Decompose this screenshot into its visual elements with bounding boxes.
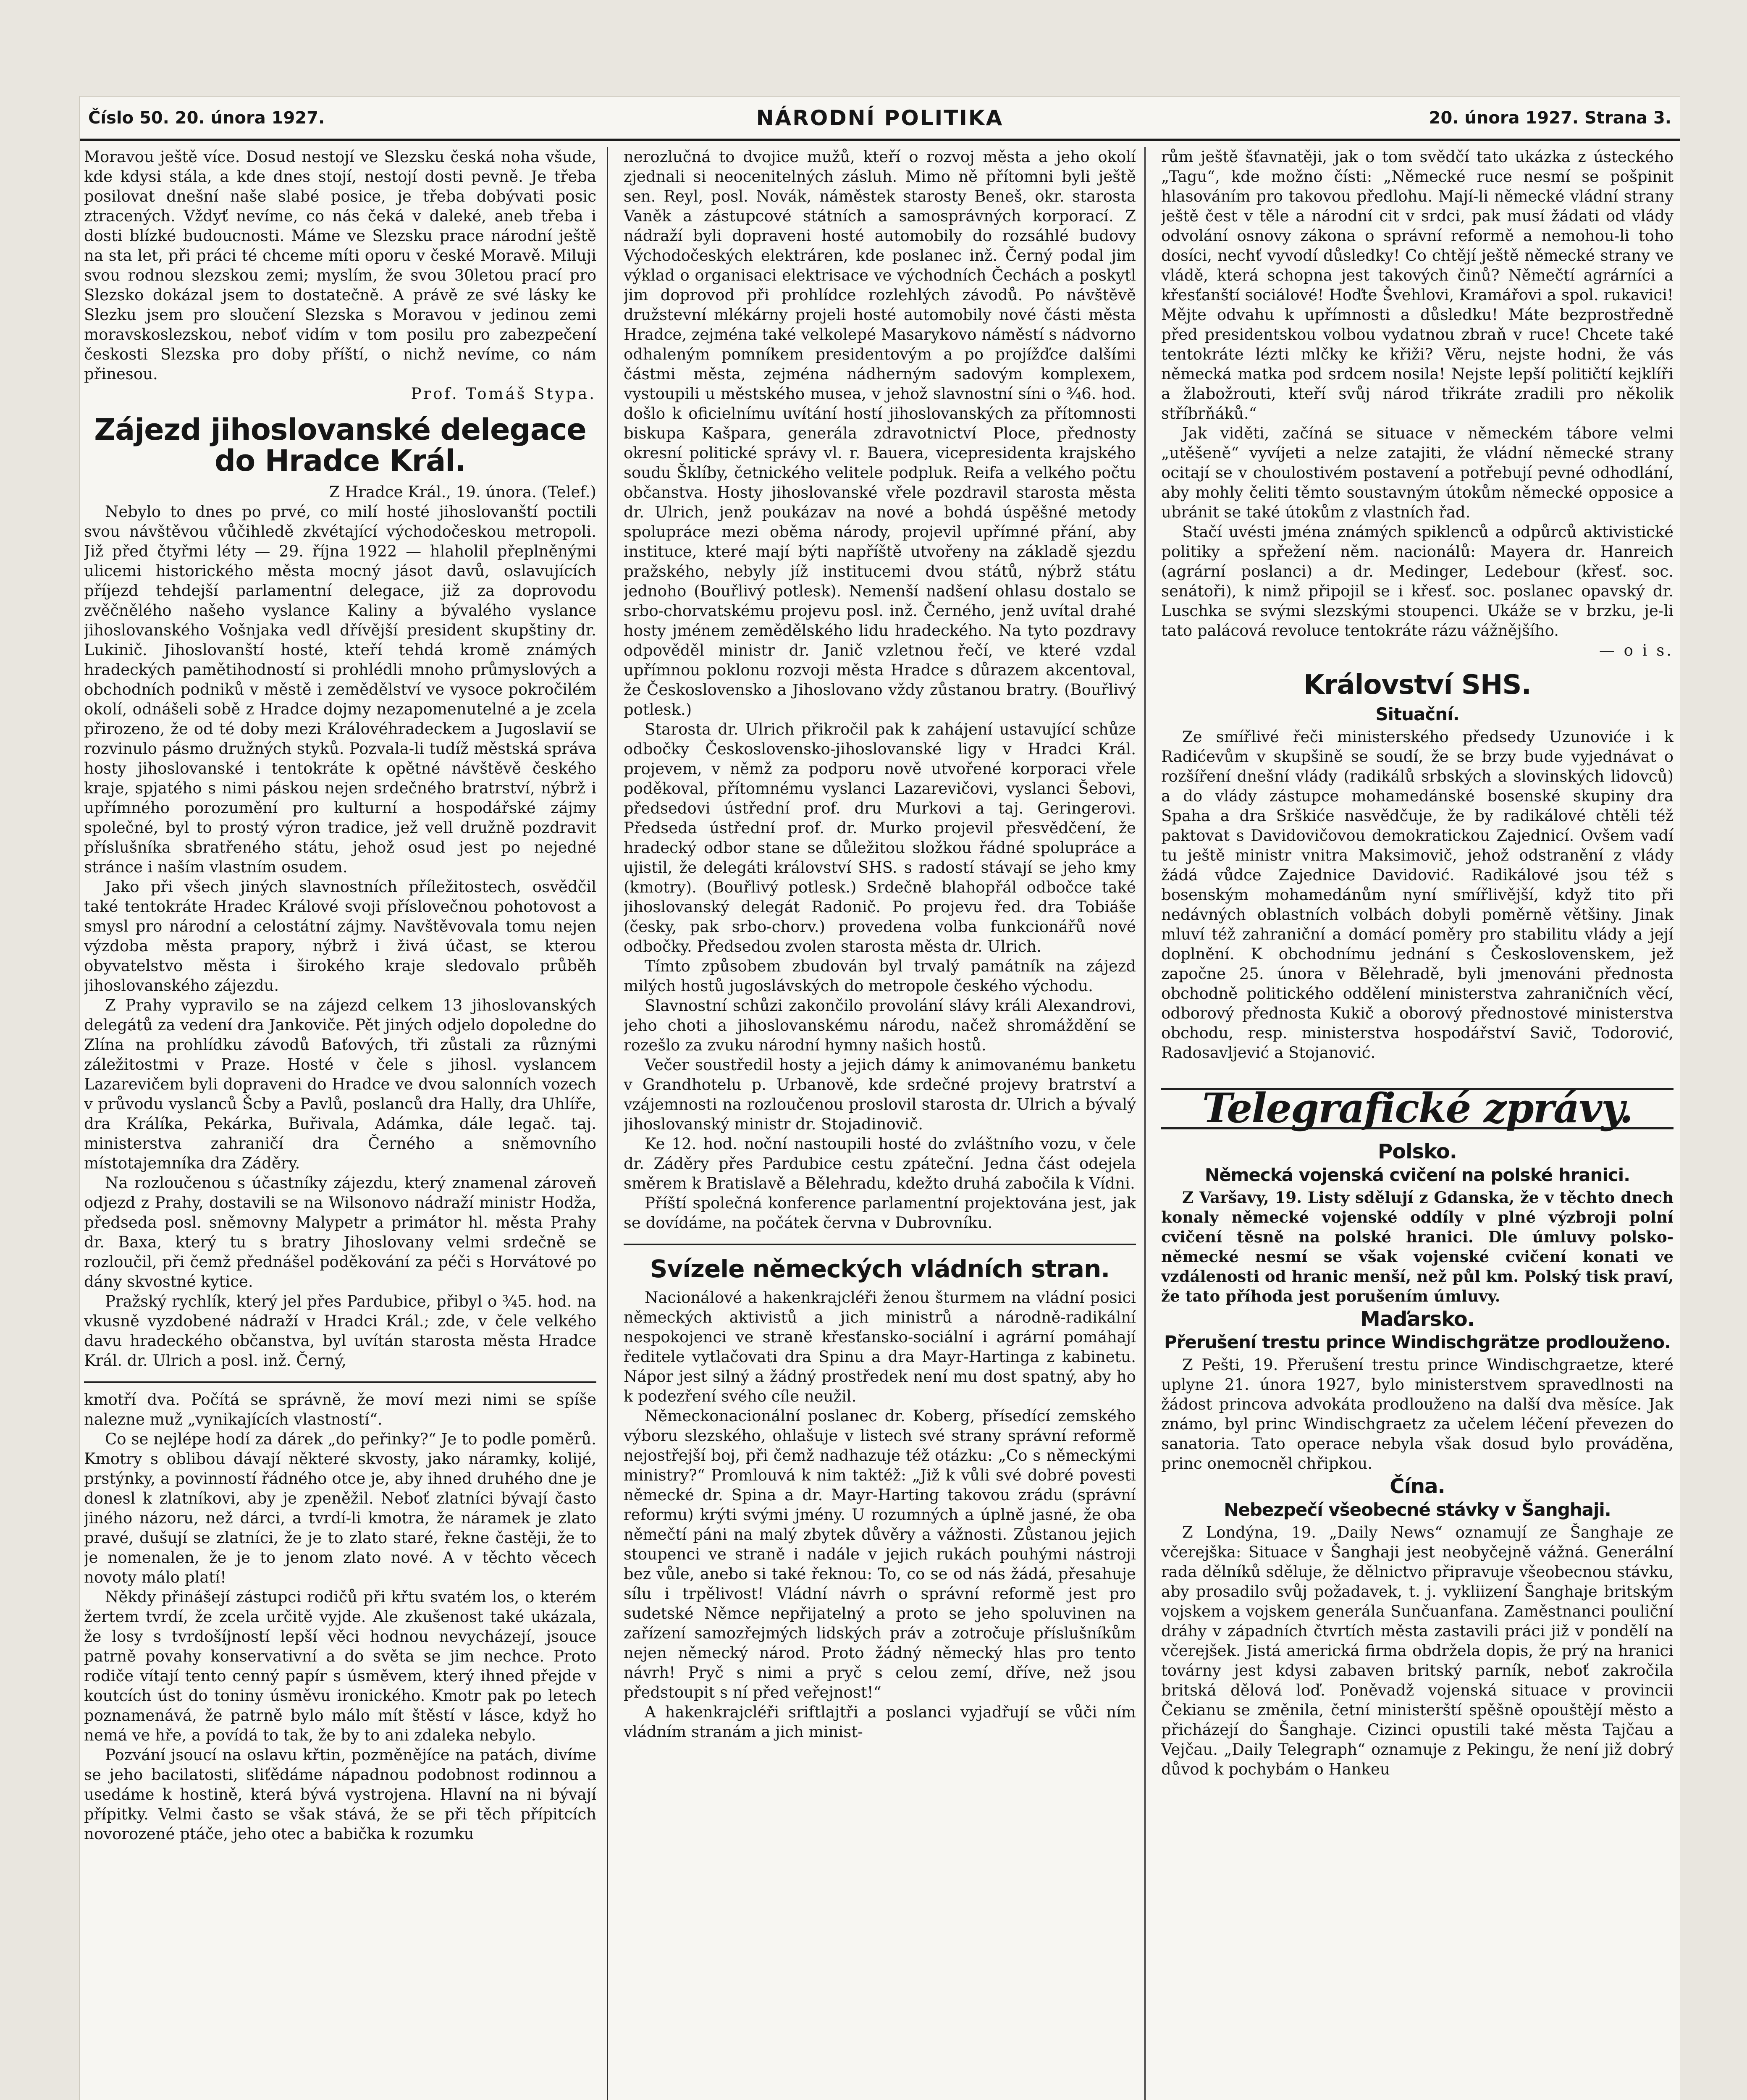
news-headline: Přerušení trestu prince Windischgrätze prodlouženo. (1164, 1332, 1671, 1353)
paragraph: Pozvání jsoucí na oslavu křtin, pozměnějíce na patách, divíme se jeho bacilatosti, sliťědáme nápadnou podobnost rodinnou a usedáme k hostině, která bývá vystrojena. Hlavní na ni bývají přípitky. Velmi často se však stává, že se při těch přípitcích novorozené ptáče, jeho otec a babička k rozumku (84, 1746, 596, 1843)
paragraph: Z Prahy vypravilo se na zájezd celkem 13 jihoslovanských delegátů za vedení dra Jankoviče. Pět jiných odjelo dopoledne do Zlína na prohlídku závodů Baťových, tři zůstali za různými záležitostmi v Praze. Hosté v čele s jihosl. vyslancem Lazarevičem byli dopraveni do Hradce ve dvou salonních vozech v průvodu vyslanců Šcby a Pavlů, poslanců dra Hally, dra Uhlíře, dra Králíka, Pekárka, Buřivala, Adámka, dále legač. taj. ministerstva zahraničí dra Černého a sněmovního místotajemníka dra Záděry. (84, 996, 596, 1172)
headline-shs: Království SHS. (1304, 669, 1531, 701)
paragraph: Večer soustředil hosty a jejich dámy k animovanému banketu v Grandhotelu p. Urbanově, kde srdečné projevy bratrství a vzájemnosti na rozloučenou proslovil starosta dr. Ulrich a bývalý jihoslovanský ministr dr. Stojadinovič. (624, 1056, 1136, 1133)
paragraph: Stačí uvésti jména známých spiklenců a odpůrců aktivistické politiky a spřežení něm. nacionálů: Mayera dr. Hanreich (agrární poslanci) a dr. Medinger, Ledebour (křesť. soc. senátoři), k nimž připojil se i křesť. soc. poslanec opavský dr. Luschka se svými slezskými stoupenci. Ukáže se v brzku, je-li tato palácová revoluce tentokráte rázu vážnějšího. (1161, 523, 1674, 640)
paragraph: rům ještě šťavnatěji, jak o tom svědčí tato ukázka z ústeckého „Tagu“, kde možno čísti: „Německé ruce nesmí se pošpinit hlasováním pro takovou předlohu. Mají-li německé vládní strany ještě čest v těle a národní cit v srdci, pak musí žádati od vlády odvolání osnovy zákona o správní reformě a nemohou-li toho dosíci, nechť vyvodí důsledky! Co chtějí ještě německé strany ve vládě, která schopna jest takových činů? Němečtí agrárníci a křesťanští sociálové! Hoďte Švehlovi, Kramářovi a spol. rukavici! Mějte odvahu k upřímnosti a důsledku! Máte bezprostředně před presidentskou volbou vydatnou zbraň v ruce! Chcete také tentokráte lézti mlčky ke křiži? Věru, nejste hodni, že vás německá matka pod srdcem nosila! Nejste lepší političtí kejklíři a žlabožrouti, kteří svůj národ třikráte zradili pro několik stříbrňáků.“ (1161, 148, 1674, 423)
newspaper-title: NÁRODNÍ POLITIKA (756, 106, 1004, 130)
section-divider (84, 1381, 596, 1383)
headline-zajezd: Zájezd jihoslovanské delegace do Hradce Král. (94, 412, 586, 478)
paragraph: Příští společná konference parlamentní projektována jest, jak se dovídáme, na počátek června v Dubrovníku. (624, 1194, 1136, 1232)
news-item: Z Pešti, 19. Přerušení trestu prince Windischgraetze, které uplyne 21. února 1927, bylo ministerstvem spravedlnosti na žádost princova advokáta prodlouženo na další dva měsíce. Jak známo, byl princ Windischgraetz za učelem léčení převezen do sanatoria. Tato operace nebyla však dosud bylo prováděna, princ onemocněl chřipkou. (1161, 1356, 1674, 1473)
column-3 (1161, 147, 1674, 2100)
news-item: Z Varšavy, 19. Listy sdělují z Gdanska, že v těchto dnech konaly německé vojenské oddíly v plné výzbroji polní cvičení těsně na polské hranici. Dle úmluvy polsko-německé nesmí se však vojenské cvičení konati ve vzdálenosti od hranic menší, než půl km. Polský tisk praví, že tato příhoda jest porušením úmluvy. (1161, 1188, 1674, 1305)
headline-svizele: Svízele německých vládních stran. (650, 1255, 1110, 1283)
news-headline: Německá vojenská cvičení na polské hranici. (1204, 1164, 1630, 1185)
masthead-bar (80, 97, 1680, 141)
paragraph: Nacionálové a hakenkrajcléři ženou šturmem na vládní posici německých aktivistů a jich ministrů a národně-radikální nespokojenci ve straně křesťansko-sociální i agrární pomáhají ředitele vytlačovati dra Spinu a dra Mayr-Hartinga z kabinetu. Nápor jest silný a žádný prostředek není mu dost spatný, aby ho k podezření svého cíle neužil. (624, 1288, 1136, 1405)
column-1 (84, 147, 596, 2100)
paragraph: Na rozloučenou s účastníky zájezdu, který znamenal zároveň odjezd z Prahy, dostavili se na Wilsonovo nádraží ministr Hodža, předseda posl. sněmovny Malypetr a primátor hl. města Prahy dr. Baxa, který tu s bratry Jihoslovany velmi srdečně se rozloučil, při čemž přednášel poděkování za péči s Horvátové po dány skvostné kytice. (84, 1174, 596, 1291)
news-item: Z Londýna, 19. „Daily News“ oznamují ze Šanghaje ze včerejška: Situace v Šanghaji jest neobyčejně vážná. Generální rada dělníků sděluje, že dělnictvo připravuje všeobecnou stávku, aby prosadilo svůj požadavek, t. j. vykliizení Šanghaje britským vojskem a vojskem generála Sunčuanfana. Zaměstnanci pouliční dráhy v západních čtvrtích města zastavili práci již v pondělí na včerejšek. Jistá americká firma obdržela dopis, že prý na hranici továrny jest kdysi zabaven britský parník, neboť zakročila britská dělová loď. Poněvadž vojenská situace v provincii Čekianu se změnila, četní ministerští spěšně opouštějí město a přicházejí do Šanghaje. Cizinci opustili také města Tajčau a Vejčau. „Daily Telegraph“ oznamuje z Pekingu, že není již dobrý důvod k pochybám o Hankeu (1161, 1523, 1674, 1778)
paragraph: Co se nejlépe hodí za dárek „do peřinky?“ Je to podle poměrů. Kmotry s oblibou dávají některé skvosty, jako náramky, kolijé, prstýnky, a povinností řádného otce je, aby ihned druhého dne je donesl k zlatníkovi, aby je zpeněžil. Neboť zlatníci bývají často jiného názoru, než dárci, a tvrdí-li kmotra, že náramek je zlato pravé, dušují se zlatníci, že je to zlato staré, řekne častěji, že to je nomenalen, že je to jenom zlato nové. A v těchto věcech novoty málo platí! (84, 1430, 596, 1586)
paragraph: Německonacionální poslanec dr. Koberg, přísedící zemského výboru slezského, ohlašuje v listech své strany správní reformě nejostřejší boj, při čemž nadhazuje též otázku: „Co s německými ministry?“ Promlouvá k nim taktéž: „Již k vůli své dobré povesti německé dr. Spina a dr. Mayr-Harting takovou zrádu (správní reformu) krýti svými jmény. U rozumných a úplně jasné, že oba němečtí páni na malý zbytek důvěry a vážnosti. Zůstanou jejich stoupenci ve straně i nadále v jejich rukách pouhými nástroji bez vůle, anebo si také řeknou: To, co se od nás žádá, přesahuje sílu i trpělivost! Vládní návrh o správní reformě jest pro sudetské Němce nepřijatelný a proto se jeho spoluvinen na zařízení samozřejmých lidských práv a zotročuje příslušníkům nejen německý národ. Proto žádný německý hlas pro tento návrh! Pryč s nimi a pryč s celou zemí, dříve, než jsou předstoupit s ní před veřejnost!“ (624, 1407, 1136, 1701)
section-title-telegraph: Telegrafické zprávy. (1161, 1088, 1674, 1129)
subheadline-shs: Situační. (1375, 704, 1459, 725)
article-continuation: Moravou ještě více. Dosud nestojí ve Slezsku česká noha všude, kde kdysi stála, a kde dnes stojí, nestojí dosti pevně. Je třeba posilovat dnešní naše slabé posice, je třeba dobývati posic ztracených. Vždyť nevíme, co nás čeká v daleké, aneb třeba i dosti blízké budoucnosti. Máme ve Slezsku prace národní ještě na sta let, při práci té chceme míti oporu v české Moravě. Miluji svou rodnou slezskou zemi; myslím, že svou 30letou prací pro Slezsko dokázal jsem to dostatečně. A právě ze své lásky ke Slezku jsem pro sloučení Slezska s Moravou v jedinou zemi moravskoslezskou, neboť vidím v tom posilu pro zabezpečení českosti Slezska pro doby příští, o nichž nevíme, co nám přinesou. (84, 148, 596, 383)
section-divider (624, 1244, 1136, 1245)
column-rule (1144, 147, 1146, 2100)
country-heading-hungary: Maďarsko. (1360, 1307, 1474, 1331)
issue-number: Číslo 50. 20. února 1927. (88, 108, 325, 128)
newspaper-page (80, 97, 1680, 2100)
paragraph: Někdy přinášejí zástupci rodičů při křtu svatém los, o kterém žertem tvrdí, že zcela určitě vyjde. Ale zkušenost také ukázala, že losy s tvrdošíjností lepší věci hodnou nevycházejí, jsouce patrně povahy konservativní a do světa se jim nechce. Proto rodiče vítají tento cenný papír s úsměvem, který ihned přejde v koutcích úst do toniny úsměvu ironického. Kmotr pak po letech poznamenává, že patrně bylo málo mít štěstí v lásce, když ho nemá ve hře, a povídá to tak, že by to ani zdaleka nebylo. (84, 1588, 596, 1744)
country-heading-poland: Polsko. (1377, 1140, 1457, 1164)
paragraph: Ze smířlivé řeči ministerského předsedy Uzunoviće i k Radićevům v skupšině se soudí, že se brzy bude vyjednávat o rozšíření dnešní vlády (radikálů srbských a slovinských lidovců) a do vlády zástupce mohamedánské bosenské skupiny dra Spaha a dra Srškiće nasvědčuje, že by radikálové chtěli též paktovat s Davidovičovou demokratickou Zajednicí. Ovšem vadí tu ještě ministr vnitra Maksimovič, jehož odstranění z vlády žádá vůdce Zajednice Davidović. Radikálové jsou též s bosenským mohamedánům nyní smířlivější, když tito při nedávných oblastních volbách dobyli poměrně většiny. Jinak mluví též zahraniční a domácí poměry pro stabilitu vlády a její doplnění. K obchodnímu jednání s Československem, jež započne 25. února v Bělehradě, byli jmenováni přednosta obchodně politického oddělení ministerstva zahraničních věcí, odborový přednosta Kukič a oborový přednostové ministerstva obchodu, resp. ministerstva hospodářství Savič, Todorović, Radosavljević a Stojanović. (1161, 728, 1674, 1062)
paragraph: Ke 12. hod. noční nastoupili hosté do zvláštního vozu, v čele dr. Záděry přes Pardubice cestu zpáteční. Jedna část odejela směrem k Bratislavě a Bělehradu, kdežto druhá zabočila k Vídni. (624, 1135, 1136, 1192)
news-headline: Nebezpečí všeobecné stávky v Šanghaji. (1224, 1499, 1611, 1520)
paragraph: Jako při všech jiných slavnostních příležitostech, osvědčil také tentokráte Hradec Králové svoji příslovečnou pohotovost a smysl pro národní a celostátní zájmy. Navštěvovala tomu nejen výzdoba města prapory, nýbrž i živá účast, se kterou obyvatelstvo města i širokého kraje sledovalo průběh jihoslovanského zájezdu. (84, 878, 596, 995)
paragraph: nerozlučná to dvojice mužů, kteří o rozvoj města a jeho okolí zjednali si neocenitelných zásluh. Mimo ně přítomni byli ještě sen. Reyl, posl. Novák, náměstek starosty Beneš, okr. starosta Vaněk a zástupcové státních a samosprávných korporací. Z nádraží byli dopraveni hosté automobily do rozsáhlé budovy Východočeských elektráren, kde poslanec inž. Černý podal jim výklad o organisaci elektrisace ve východních Čechách a poskytl jim doprovod při prohlídce rozlehlých závodů. Po návštěvě družstevní mlékárny projeli hosté automobily nové části města Hradce, zejména také velkolepé Masarykovo náměstí s nádvorno odhaleným pomníkem presidentovým a po projížďce dalšími částmi města, zejména nádherným sadovým komplexem, vystoupili u městského musea, v jehož slavnostní síni o ¾6. hod. došlo k oficielnímu uvítání hostí jihoslovanských za přítomnosti biskupa Kašpara, generála zdravotnictví Ploce, přednosty okresní politické správy vl. r. Bauera, vicepresidenta krajského soudu Šklíby, četnického velitele podpluk. Reifa a velkého počtu občanstva. Hosty jihoslovanské vřele pozdravil starosta města dr. Ulrich, jenž poukázav na nové a bohdá úspěšné metody spolupráce mezi oběma národy, projevil upřímné přání, aby instituce, které mají býti napříště utvořeny na základě sjezdu pražského, nebyly jíž institucemi dvou států, nýbrž státu jednoho (Bouřlivý potlesk). Nemenší nadšení ohlasu dostalo se srbo-chorvatskému projevu posl. inž. Černého, jenž uvítal drahé hosty jménem zemědělského lidu hradeckého. Na tyto pozdravy odpověděl ministr dr. Janič vzletnou řečí, ve které vzdal upřímnou poklonu rozvoji města Hradce s důrazem akcentoval, že Československo a Jihoslovano vždy zůstanou bratry. (Bouřlivý potlesk.) (624, 148, 1136, 719)
column-2 (624, 147, 1136, 2100)
paragraph: A hakenkrajcléři sriftlajtři a poslanci vyjadřují se vůči ním vládním stranám a jich minist- (624, 1703, 1136, 1741)
author-signature: Prof. Tomáš Stypa. (411, 385, 596, 403)
paragraph: Slavnostní schůzi zakončilo provolání slávy králi Alexandrovi, jeho choti a jihoslovanskému národu, načež shromáždění se rozešlo za zvuku národní hymny našich hostů. (624, 997, 1136, 1054)
paragraph: Starosta dr. Ulrich přikročil pak k zahájení ustavující schůze odbočky Československo-jihoslovanské ligy v Hradci Král. projevem, v němž za podporu nově utvořené korporaci vřele poděkoval, přítomnému vyslanci Lazarevičovi, vyslanci Šebovi, předsedovi ústřední prof. dru Murkovi a taj. Geringerovi. Předseda ústřední prof. dr. Murko projevil přesvědčení, že hradecký odbor stane se důležitou složkou řádné spolupráce a ujistil, že delegáti království SHS. s radostí stávají se jeho kmy (kmotry). (Bouřlivý potlesk.) Srdečně blahopřál odbočce také jihoslovanský delegát Radonič. Po projevu řed. dra Tobiáše (česky, pak srbo-chorv.) provedena volba funkcionářů nové odbočky. Předsedou zvolen starosta města dr. Ulrich. (624, 720, 1136, 956)
paragraph: Nebylo to dnes po prvé, co milí hosté jihoslovanští poctili svou návštěvou vůčihledě zkvétající východočeskou metropoli. Již před čtyřmi léty — 29. října 1922 — hlaholil přeplněnými ulicemi historického města mocný jásot davů, oslavujících příjezd tehdejší parlamentní delegace, již za doprovodu zvěčnělého našeho vyslance Kaliny a bývalého vyslance jihoslovanského Vošnjaka vedl dřívější president skupštiny dr. Lukinič. Jihoslovanští hosté, kteří tehdá kromě známých hradeckých pamětihodností si prohlédli mnoho průmyslových a obchodních podniků v městě i zemědělství ve vysoce pokročilém okolí, odnášeli sobě z Hradce dojmy nezapomenutelné a je zcela přirozeno, že od té doby mezi Královéhradeckem a Jugoslavií se rozvinulo pásmo družných styků. Pozvala-li tudíž městská správa hosty jihoslovanské i tentokráte k opětné návštěvě českého kraje, spjatého s nimi páskou nejen srdečného bratrství, nýbrž i upřímného porozumění pro kulturní a hospodářské zájmy společné, byl to prostý výron tradice, jež vell družně pozdravit příslušníka sbratřeného státu, jehož osud jest po nejedné stránce i naším vlastním osudem. (84, 503, 596, 876)
paragraph: Pražský rychlík, který jel přes Pardubice, přibyl o ¾5. hod. na vkusně vyzdobené nádraží v Hradci Král.; zde, v čele velkého davu hradeckého občanstva, byl uvítán starosta města Hradce Král. dr. Ulrich a posl. inž. Černý, (84, 1292, 596, 1370)
paragraph: kmotří dva. Počítá se správně, že moví mezi nimi se spíše nalezne muž „vynikajících vlastností“. (84, 1391, 596, 1428)
date-and-page: 20. února 1927. Strana 3. (1429, 108, 1671, 128)
author-signature: — o i s. (1599, 641, 1674, 659)
paragraph: Tímto způsobem zbudován byl trvalý památník na zájezd milých hostů jugoslávských do metropole českého východu. (624, 957, 1136, 995)
paragraph: Jak viděti, začíná se situace v německém tábore velmi „utěšeně“ vyvíjeti a nelze zatajiti, že vládní německé strany ocitají se v choulostivém postavení a potřebují pevné odhodlání, aby mohly čeliti těmto soustavným útokům německé opposice a ubránit se také útokům z vlastních řad. (1161, 424, 1674, 521)
country-heading-china: Čína. (1390, 1475, 1445, 1499)
column-rule (607, 147, 608, 2100)
dateline: Z Hradce Král., 19. února. (Telef.) (329, 483, 596, 501)
